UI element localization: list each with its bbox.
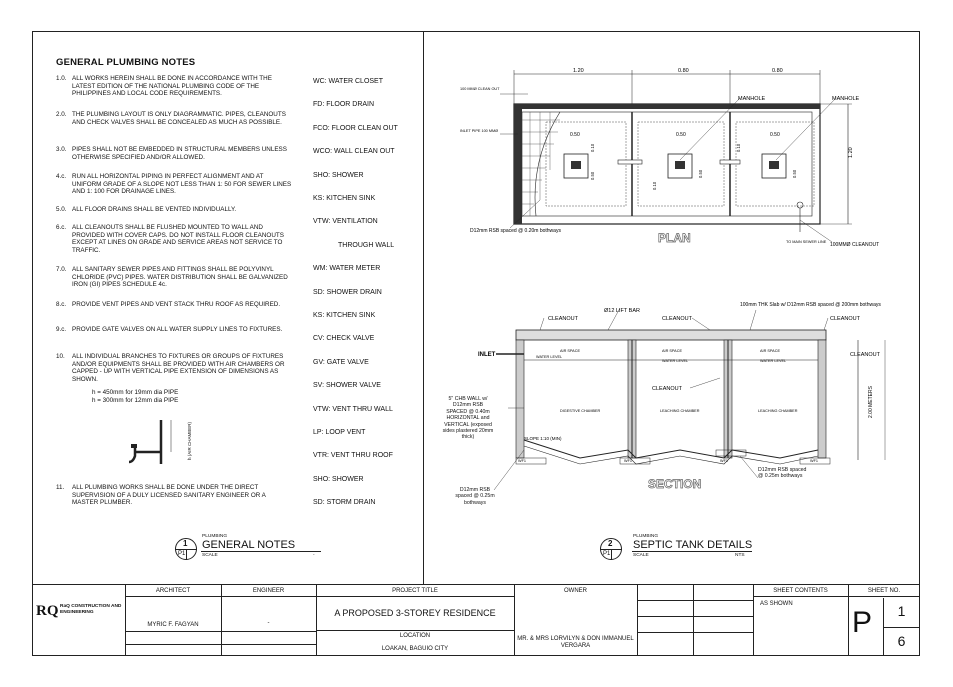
plan-drawing	[440, 60, 880, 260]
notes-title: GENERAL PLUMBING NOTES	[56, 57, 196, 68]
section-air-2: AIR SPACE	[662, 349, 682, 353]
caption-scale-value-left: -	[313, 553, 315, 558]
plan-inner-dim-3: 0.50	[770, 132, 780, 138]
project-title: A PROPOSED 3-STOREY RESIDENCE	[334, 608, 496, 618]
note-item	[56, 266, 292, 289]
note-text: ALL SANITARY SEWER PIPES AND FITTINGS SHALL BE POLYVINYL CHLORIDE (PVC) PIPES. WATER DISTRIBUTION SHALL BE GALVANIZED IRON (GI) PIPES SCHEDULE 4c.	[72, 266, 288, 289]
note-text: ALL PLUMBING WORKS SHALL BE DONE UNDER THE DIRECT SUPERVISION OF A DULY LICENSED SANITARY ENGINEER OR A MASTER PLUMBER.	[72, 484, 266, 507]
abbreviation-item: SD: SHOWER DRAIN	[313, 288, 382, 296]
section-air-1: AIR SPACE	[560, 349, 580, 353]
caption-small-left: PLUMBING	[202, 534, 228, 539]
abbreviation-item: VTW: VENT THRU WALL	[313, 405, 393, 413]
sheet-contents: AS SHOWN	[760, 601, 793, 607]
section-height: 2.00 METERS	[868, 386, 874, 418]
note-number: 8.c.	[56, 301, 67, 308]
note-number: 5.0.	[56, 206, 67, 213]
note-item	[56, 301, 292, 309]
section-slab: 100mm THK Slab w/ D12mm RSB spaced @ 200mm bothways	[740, 302, 881, 308]
plan-label: PLAN	[658, 231, 691, 245]
section-digestive: DIGESTIVE CHAMBER	[560, 409, 601, 413]
section-label: SECTION	[648, 477, 702, 491]
air-chamber-diagram	[115, 418, 195, 468]
sheet-divider	[423, 31, 424, 584]
abbreviation-item: SV: SHOWER VALVE	[313, 382, 381, 390]
plan-vdim-4: 0.50	[698, 169, 703, 178]
caption-scale-value-right: NTS	[735, 553, 745, 558]
abbreviation-item: SHO: SHOWER	[313, 171, 364, 179]
caption-title-right: SEPTIC TANK DETAILS	[633, 539, 753, 551]
air-chamber-label: h (AIR CHAMBER)	[187, 421, 192, 460]
note-number: 11.	[56, 484, 65, 491]
plan-cleanout-top: 100 MMØ CLEAN OUT	[460, 87, 500, 91]
note-number: 2.0.	[56, 111, 67, 118]
abbreviation-item: KS: KITCHEN SINK	[313, 312, 376, 319]
sheet-number: 1	[897, 603, 906, 619]
section-leaching-2: LEACHING CHAMBER	[758, 409, 798, 413]
section-water-2: WATER LEVEL	[662, 359, 689, 363]
abbreviation-item: GV: GATE VALVE	[313, 358, 369, 366]
plan-rsb: D12mm RSB spaced @ 0.20m bothways	[470, 228, 561, 234]
note-item	[56, 146, 292, 161]
abbreviation-item: FCO: FLOOR CLEAN OUT	[313, 124, 398, 132]
plan-vdim-1: 0.10	[590, 143, 595, 152]
plan-dim-2: 0.80	[678, 68, 689, 74]
plan-vdim-6: 0.50	[792, 169, 797, 178]
plan-dim-1: 1.20	[573, 68, 584, 74]
abbreviation-item: WCO: WALL CLEAN OUT	[313, 148, 395, 156]
section-wf-1: WF1	[518, 459, 527, 463]
plan-cleanout-br: 100MMØ CLEANOUT	[830, 242, 880, 248]
note-item	[56, 206, 292, 214]
plan-vdim-5: 0.10	[736, 143, 741, 152]
note-item	[56, 484, 292, 507]
section-cleanout-1: CLEANOUT	[548, 316, 578, 322]
owner-header: OWNER	[564, 588, 587, 594]
note-sub-a: h = 450mm for 19mm dia PIPE	[92, 389, 179, 396]
caption-scale-left: SCALE	[202, 553, 218, 558]
plan-vdim-2: 0.50	[590, 171, 595, 180]
section-cleanout-4: CLEANOUT	[850, 352, 880, 358]
note-number: 9.c.	[56, 326, 67, 333]
note-text: THE PLUMBING LAYOUT IS ONLY DIAGRAMMATIC. PIPES, CLEANOUTS AND CHECK VALVES SHALL BE CONCEALED AS MUCH AS POSSIBLE.	[72, 111, 286, 126]
abbreviation-item: THROUGH WALL	[338, 241, 395, 249]
section-cleanout-3: CLEANOUT	[830, 316, 860, 322]
company-logo: RQ	[36, 603, 59, 619]
plan-inlet: INLET PIPE 100 MMØ	[460, 129, 499, 133]
section-drawing	[440, 300, 900, 520]
abbreviation-item: KS: KITCHEN SINK	[313, 195, 376, 202]
note-text: PIPES SHALL NOT BE EMBEDDED IN STRUCTURAL MEMBERS UNLESS OTHERWISE SPECIFIED AND/OR ALLOWED.	[72, 146, 287, 161]
caption-sheet-left: P1	[178, 551, 186, 557]
abbreviation-item: LP: LOOP VENT	[313, 429, 366, 436]
abbreviation-item: WM: WATER METER	[313, 265, 381, 273]
section-air-3: AIR SPACE	[760, 349, 780, 353]
engineer-name: -	[267, 620, 270, 626]
caption-title-left: GENERAL NOTES	[202, 539, 296, 551]
caption-num-right: 2	[608, 539, 613, 548]
section-wf-4: WF1	[810, 459, 819, 463]
sheet-no-header: SHEET NO.	[867, 588, 901, 594]
section-cleanout-2: CLEANOUT	[662, 316, 692, 322]
note-item	[56, 75, 292, 98]
section-wf-2: WF1	[624, 459, 633, 463]
note-number: 4.c.	[56, 173, 67, 180]
caption-sheet-right: P1	[603, 551, 611, 557]
plan-inner-dim-2: 0.50	[676, 132, 686, 138]
note-text: RUN ALL HORIZONTAL PIPING IN PERFECT ALIGNMENT AND AT UNIFORM GRADE OF A SLOPE NOT LESS THAN 1: 50 FOR SEWER LINES AND 1: 100 FOR DRAINAGE LINES.	[72, 173, 292, 196]
note-number: 10.	[56, 353, 65, 360]
section-rsb-bottom: D12mm RSB spaced @ 0.25m bothways	[455, 487, 495, 506]
caption-scale-right: SCALE	[633, 553, 649, 558]
location: LOAKAN, BAGUIO CITY	[381, 646, 449, 652]
architect-name: MYRIC F. FAGYAN	[147, 622, 199, 628]
note-sub-b: h = 300mm for 12mm dia PIPE	[92, 397, 179, 404]
note-item	[56, 111, 292, 126]
owner-name: MR. & MRS LORVILYN & DON IMMANUEL VERGARA	[517, 636, 634, 649]
abbreviation-item: WC: WATER CLOSET	[313, 78, 383, 85]
note-item	[56, 173, 292, 196]
note-text: ALL WORKS HEREIN SHALL BE DONE IN ACCORDANCE WITH THE LATEST EDITION OF THE NATIONAL PLUMBING CODE OF THE PHILIPPINES AND LOCAL CODE REQUIREMENTS.	[72, 75, 272, 98]
caption-small-right: PLUMBING	[633, 534, 659, 539]
note-text: ALL INDIVIDUAL BRANCHES TO FIXTURES OR GROUPS OF FIXTURES AND/OR EQUIPMENTS SHALL BE PROVIDED WITH AIR CHAMBERS OR CAPPED - UP WITH VERTICAL PIPE EXTENSION OF DIMENSIONS AS SHOWN.	[72, 353, 285, 383]
abbreviation-item: SHO: SHOWER	[313, 475, 364, 483]
note-number: 6.c.	[56, 224, 67, 231]
project-header: PROJECT TITLE	[392, 588, 438, 594]
abbreviation-item: VTW: VENTILATION	[313, 218, 378, 226]
abbreviation-item: SD: STORM DRAIN	[313, 499, 376, 507]
plan-inner-dim-1: 0.50	[570, 132, 580, 138]
section-leaching-1: LEACHING CHAMBER	[660, 409, 700, 413]
abbreviation-item: VTR: VENT THRU ROOF	[313, 452, 393, 460]
sheet-letter: P	[852, 606, 873, 639]
note-item	[56, 353, 292, 383]
section-wf-3: WF1	[720, 459, 729, 463]
plan-manhole-2: MANHOLE	[832, 96, 860, 102]
note-item	[56, 224, 292, 254]
sheet-total: 6	[897, 633, 906, 649]
section-cleanout-mid: CLEANOUT	[652, 386, 682, 392]
caption-num-left: 1	[183, 539, 188, 548]
abbreviation-item: CV: CHECK VALVE	[313, 335, 375, 343]
engineer-header: ENGINEER	[252, 588, 285, 594]
section-rsb-right: D12mm RSB spaced @ 0.25m bothways	[758, 467, 807, 480]
sheet-contents-header: SHEET CONTENTS	[773, 588, 828, 594]
plan-sewer: TO MAIN SEWER LINE	[786, 240, 827, 244]
section-inlet: INLET	[478, 352, 496, 358]
note-item	[56, 326, 292, 334]
abbreviation-item: FD: FLOOR DRAIN	[313, 101, 375, 109]
section-water-3: WATER LEVEL	[760, 359, 787, 363]
note-number: 7.0.	[56, 266, 67, 273]
note-text: ALL FLOOR DRAINS SHALL BE VENTED INDIVIDUALLY.	[72, 206, 237, 213]
plan-dim-3: 0.80	[772, 68, 783, 74]
section-chb: 5" CHB WALL w/ D12mm RSB SPACED @ 0.40m HORIZONTAL and VERTICAL (exposed sides plastered 20mm thick)	[442, 396, 494, 441]
section-slope: SLOPE 1:10 (MIN)	[524, 436, 562, 441]
note-text: ALL CLEANOUTS SHALL BE FLUSHED MOUNTED TO WALL AND PROVIDED WITH COVER CAPS. DO NOT INSTALL FLOOR CLEANOUTS EXCEPT AT LINES ON GRADE AND SERVICE AREAS NOT SERVICE TO TRAFFIC.	[72, 224, 284, 254]
plan-dim-right: 1.20	[848, 147, 854, 158]
section-liftbar: Ø12 LIFT BAR	[604, 308, 640, 314]
note-text: PROVIDE GATE VALVES ON ALL WATER SUPPLY LINES TO FIXTURES.	[72, 326, 283, 333]
note-text: PROVIDE VENT PIPES AND VENT STACK THRU ROOF AS REQUIRED.	[72, 301, 281, 308]
plan-vdim-3: 0.10	[652, 181, 657, 190]
section-water-1: WATER LEVEL	[536, 355, 563, 359]
location-header: LOCATION	[399, 633, 431, 639]
note-number: 1.0.	[56, 75, 67, 82]
plan-manhole-1: MANHOLE	[738, 96, 766, 102]
note-number: 3.0.	[56, 146, 67, 153]
architect-header: ARCHITECT	[155, 588, 191, 594]
company-name: RaQ CONSTRUCTION AND ENGINEERING	[60, 604, 122, 615]
